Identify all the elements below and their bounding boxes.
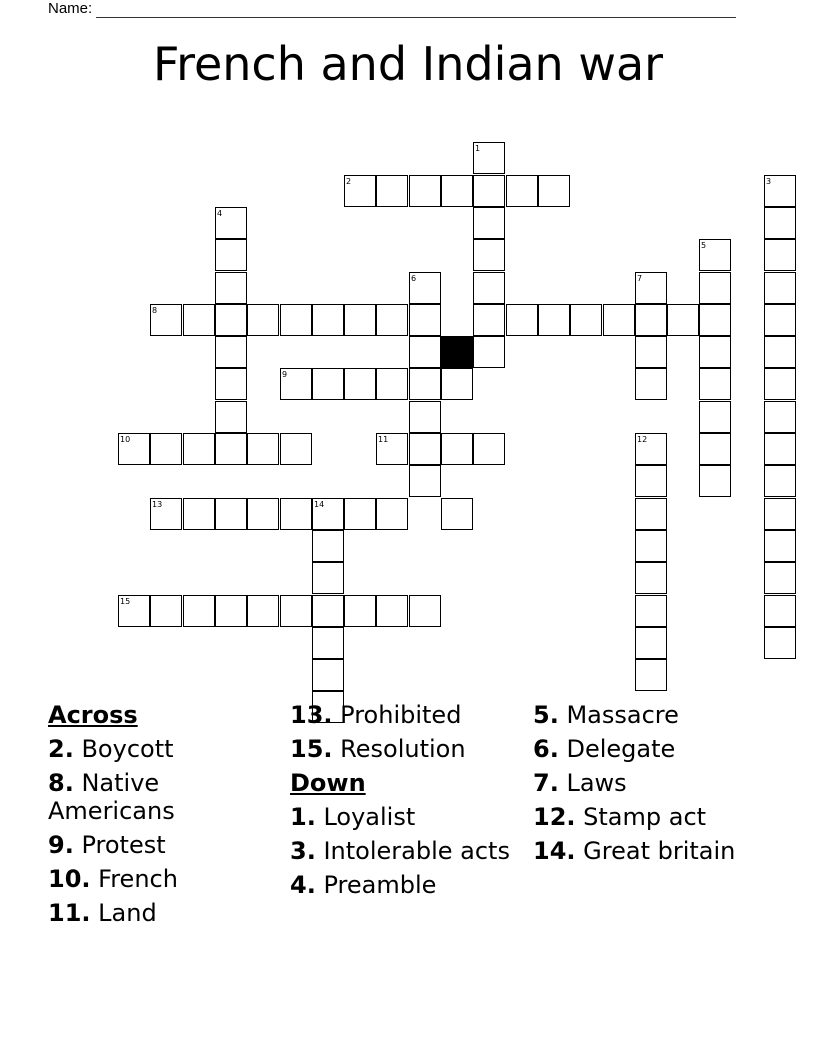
grid-cell[interactable] [764, 498, 796, 530]
grid-cell[interactable] [764, 272, 796, 304]
grid-cell[interactable] [764, 304, 796, 336]
grid-cell[interactable] [699, 239, 731, 271]
clue-down-3: 3. Intolerable acts [290, 837, 510, 865]
grid-cell[interactable] [473, 175, 505, 207]
grid-cell[interactable] [344, 498, 376, 530]
clue-across-10: 10. French [48, 865, 178, 893]
grid-cell[interactable] [280, 304, 312, 336]
grid-cell[interactable] [215, 207, 247, 239]
grid-cell[interactable] [312, 368, 344, 400]
clue-number: 10 [120, 435, 131, 444]
grid-cell[interactable] [441, 498, 473, 530]
grid-cell[interactable] [635, 304, 667, 336]
grid-cell[interactable] [215, 239, 247, 271]
grid-cell[interactable] [764, 207, 796, 239]
grid-cell[interactable] [473, 239, 505, 271]
clue-number: 8 [152, 306, 158, 315]
grid-cell[interactable] [473, 304, 505, 336]
grid-cell[interactable] [376, 175, 408, 207]
grid-cell[interactable] [183, 304, 215, 336]
grid-cell[interactable] [215, 401, 247, 433]
grid-cell[interactable] [570, 304, 602, 336]
clue-number: 6 [411, 274, 417, 283]
clue-number: 11 [378, 435, 389, 444]
grid-cell[interactable] [215, 368, 247, 400]
grid-cell[interactable] [538, 175, 570, 207]
grid-cell[interactable] [764, 239, 796, 271]
grid-cell[interactable] [473, 336, 505, 368]
clue-across-9: 9. Protest [48, 831, 166, 859]
grid-cell[interactable] [699, 465, 731, 497]
grid-cell[interactable] [409, 272, 441, 304]
across-heading: Across [48, 701, 138, 729]
grid-cell[interactable] [150, 304, 182, 336]
grid-cell[interactable] [409, 175, 441, 207]
grid-cell[interactable] [215, 498, 247, 530]
grid-cell[interactable] [699, 433, 731, 465]
grid-cell[interactable] [247, 498, 279, 530]
clue-number: 5 [701, 241, 707, 250]
grid-cell[interactable] [312, 304, 344, 336]
grid-cell[interactable] [699, 304, 731, 336]
clue-number: 13 [152, 500, 163, 509]
grid-cell[interactable] [441, 175, 473, 207]
grid-cell[interactable] [247, 433, 279, 465]
grid-cell[interactable] [247, 304, 279, 336]
grid-cell[interactable] [635, 336, 667, 368]
grid-cell[interactable] [635, 627, 667, 659]
grid-cell[interactable] [506, 304, 538, 336]
grid-cell[interactable] [183, 595, 215, 627]
grid-cell[interactable] [312, 562, 344, 594]
grid-cell[interactable] [409, 304, 441, 336]
grid-cell[interactable] [409, 433, 441, 465]
grid-cell[interactable] [118, 433, 150, 465]
clue-number: 3 [766, 177, 772, 186]
grid-cell[interactable] [409, 401, 441, 433]
grid-cell[interactable] [764, 595, 796, 627]
clue-column-3 [533, 701, 768, 871]
clue-across-2: 2. Boycott [48, 735, 174, 763]
clue-down-5: 5. Massacre [533, 701, 679, 729]
clue-number: 4 [217, 209, 223, 218]
grid-cell[interactable] [635, 530, 667, 562]
clue-down-7: 7. Laws [533, 769, 627, 797]
grid-cell[interactable] [635, 272, 667, 304]
grid-cell[interactable] [473, 207, 505, 239]
grid-cell[interactable] [215, 433, 247, 465]
grid-cell[interactable] [280, 498, 312, 530]
grid-cell[interactable] [409, 368, 441, 400]
grid-cell[interactable] [764, 530, 796, 562]
grid-cell[interactable] [409, 336, 441, 368]
grid-cell[interactable] [506, 175, 538, 207]
grid-cell[interactable] [118, 595, 150, 627]
grid-block [441, 336, 473, 368]
clue-number: 15 [120, 597, 131, 606]
grid-cell[interactable] [635, 433, 667, 465]
grid-cell[interactable] [376, 595, 408, 627]
grid-cell[interactable] [699, 401, 731, 433]
clue-across-15: 15. Resolution [290, 735, 466, 763]
grid-cell[interactable] [764, 465, 796, 497]
clue-column-1 [48, 701, 283, 933]
clue-down-4: 4. Preamble [290, 871, 437, 899]
grid-cell[interactable] [473, 433, 505, 465]
clue-down-1: 1. Loyalist [290, 803, 416, 831]
grid-cell[interactable] [312, 595, 344, 627]
grid-cell[interactable] [764, 433, 796, 465]
grid-cell[interactable] [409, 465, 441, 497]
grid-cell[interactable] [473, 272, 505, 304]
grid-cell[interactable] [344, 304, 376, 336]
grid-cell[interactable] [699, 368, 731, 400]
grid-cell[interactable] [635, 465, 667, 497]
grid-cell[interactable] [764, 562, 796, 594]
grid-cell[interactable] [667, 304, 699, 336]
grid-cell[interactable] [376, 368, 408, 400]
grid-cell[interactable] [699, 336, 731, 368]
clue-number: 14 [314, 500, 325, 509]
clue-number: 7 [637, 274, 643, 283]
name-label: Name: [48, 0, 93, 17]
grid-cell[interactable] [280, 595, 312, 627]
grid-cell[interactable] [183, 498, 215, 530]
grid-cell[interactable] [344, 368, 376, 400]
grid-cell[interactable] [312, 627, 344, 659]
grid-cell[interactable] [764, 401, 796, 433]
grid-cell[interactable] [280, 433, 312, 465]
clue-number: 9 [282, 370, 288, 379]
grid-cell[interactable] [215, 336, 247, 368]
grid-cell[interactable] [635, 562, 667, 594]
grid-cell[interactable] [312, 498, 344, 530]
grid-cell[interactable] [764, 175, 796, 207]
grid-cell[interactable] [764, 368, 796, 400]
grid-cell[interactable] [150, 498, 182, 530]
grid-cell[interactable] [635, 498, 667, 530]
grid-cell[interactable] [312, 659, 344, 691]
grid-cell[interactable] [635, 368, 667, 400]
grid-cell[interactable] [473, 142, 505, 174]
clue-number: 1 [475, 144, 481, 153]
grid-cell[interactable] [280, 368, 312, 400]
clue-down-6: 6. Delegate [533, 735, 676, 763]
grid-cell[interactable] [312, 530, 344, 562]
grid-cell[interactable] [409, 595, 441, 627]
grid-cell[interactable] [150, 595, 182, 627]
clue-number: 2 [346, 177, 352, 186]
grid-cell[interactable] [538, 304, 570, 336]
clue-across-13: 13. Prohibited [290, 701, 462, 729]
down-heading: Down [290, 769, 366, 797]
grid-cell[interactable] [215, 272, 247, 304]
grid-cell[interactable] [635, 595, 667, 627]
clue-across-8: 8. Native Americans [48, 769, 175, 825]
grid-cell[interactable] [150, 433, 182, 465]
clue-column-2 [290, 701, 525, 905]
grid-cell[interactable] [376, 433, 408, 465]
grid-cell[interactable] [635, 659, 667, 691]
clue-down-14: 14. Great britain [533, 837, 736, 865]
grid-cell[interactable] [215, 304, 247, 336]
page-title: French and Indian war [152, 37, 664, 91]
grid-cell[interactable] [441, 368, 473, 400]
grid-cell[interactable] [376, 498, 408, 530]
grid-cell[interactable] [376, 304, 408, 336]
grid-cell[interactable] [344, 595, 376, 627]
grid-cell[interactable] [344, 175, 376, 207]
grid-cell[interactable] [764, 627, 796, 659]
grid-cell[interactable] [247, 595, 279, 627]
clue-number: 12 [637, 435, 648, 444]
grid-cell[interactable] [183, 433, 215, 465]
grid-cell[interactable] [764, 336, 796, 368]
clue-down-12: 12. Stamp act [533, 803, 707, 831]
grid-cell[interactable] [603, 304, 635, 336]
grid-cell[interactable] [215, 595, 247, 627]
clue-across-11: 11. Land [48, 899, 157, 927]
grid-cell[interactable] [441, 433, 473, 465]
grid-cell[interactable] [699, 272, 731, 304]
